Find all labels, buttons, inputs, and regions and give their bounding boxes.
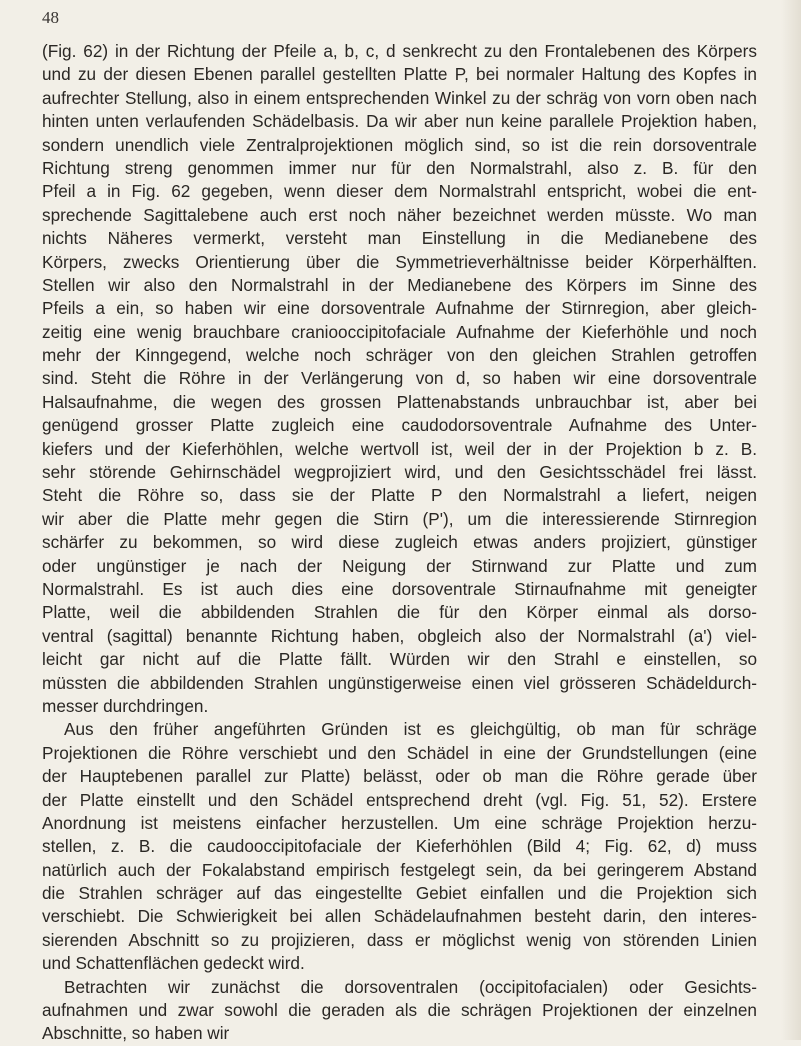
text-line: ventral (sagittal) benannte Richtung haben, obgleich also der Normalstrahl (a') viel- [42,625,757,646]
text-line: Abschnitte, so haben wir [42,1023,230,1044]
text-line: sierenden Abschnitt so zu projizieren, dass er möglichst wenig von störenden Linien [42,929,757,950]
text-line: (Fig. 62) in der Richtung der Pfeile a, b, c, d senkrecht zu den Frontalebenen des Körpers [42,41,757,61]
text-line: aufnahmen und zwar sowohl die geraden als die schrägen Projektionen der einzelnen [42,1000,757,1021]
text-line: sind. Steht die Röhre in der Verlängerung von d, so haben wir eine dorsoventrale [42,368,757,389]
text-line: der Hauptebenen parallel zur Platte) belässt, oder ob man die Röhre gerade über [42,766,757,787]
text-line: hinten unten verlaufenden Schädelbasis. Da wir aber nun keine parallele Projektion haben, [42,111,757,132]
text-line: Steht die Röhre so, dass sie der Platte P den Normalstrahl a liefert, neigen [42,485,757,506]
text-line: nichts Näheres vermerkt, versteht man Einstellung in die Medianebene des [42,228,757,249]
text-line: sondern unendlich viele Zentralprojektionen möglich sind, so ist die rein dorsoventrale [42,134,757,155]
text-line: Halsaufnahme, die wegen des grossen Plattenabstands unbrauchbar ist, aber bei [42,391,757,412]
text-line: Stellen wir also den Normalstrahl in der Medianebene des Körpers im Sinne des [42,274,757,295]
text-line: sehr störende Gehirnschädel wegprojiziert wird, und den Gesichtsschädel frei lässt. [42,462,757,483]
text-line: und zu der diesen Ebenen parallel gestellten Platte P, bei normaler Haltung des Kopfes in [42,64,757,85]
text-line: zeitig eine wenig brauchbare craniooccipitofaciale Aufnahme der Kieferhöhle und noch [42,321,757,342]
text-line: müssten die abbildenden Strahlen ungünstigerweise einen viel grösseren Schädeldurch- [42,672,757,693]
text-line: wir aber die Platte mehr gegen die Stirn (P'), um die interessierende Stirnregion [42,508,757,529]
text-line: Platte, weil die abbildenden Strahlen die für den Körper einmal als dorso- [42,602,757,623]
text-line: mehr der Kinngegend, welche noch schräger von den gleichen Strahlen getroffen [42,345,757,366]
text-line: Projektionen die Röhre verschiebt und den Schädel in eine der Grundstellungen (eine [42,742,757,763]
text-line: Anordnung ist meistens einfacher herzustellen. Um eine schräge Projektion herzu- [42,812,757,833]
text-line: Aus den früher angeführten Gründen ist es gleichgültig, ob man für schräge [64,719,757,740]
text-line: aufrechter Stellung, also in einem entsprechenden Winkel zu der schräg von vorn oben nach [42,87,757,108]
text-line: schärfer zu bekommen, so wird diese zugleich etwas anders projiziert, günstiger [42,532,757,553]
text-line: oder ungünstiger je nach der Neigung der Stirnwand zur Platte und zum [42,555,757,576]
text-line: kiefers und der Kieferhöhlen, welche wertvoll ist, weil der in der Projektion b z. B. [42,438,757,459]
body-text [42,40,757,1046]
text-line: Körpers, zwecks Orientierung über die Symmetrieverhältnisse beider Körperhälften. [42,251,757,272]
text-line: messer durchdringen. [42,695,209,716]
text-line: Normalstrahl. Es ist auch dies eine dorsoventrale Stirnaufnahme mit geneigter [42,578,757,599]
text-line: sprechende Sagittalebene auch erst noch näher bezeichnet werden müsste. Wo man [42,204,757,225]
text-line: Betrachten wir zunächst die dorsoventralen (occipitofacialen) oder Gesichts- [64,976,757,997]
text-line: Pfeils a ein, so haben wir eine dorsoventrale Aufnahme der Stirnregion, aber gleich- [42,298,757,319]
text-line: leicht gar nicht auf die Platte fällt. Würden wir den Strahl e einstellen, so [42,649,757,670]
text-line: Pfeil a in Fig. 62 gegeben, wenn dieser dem Normalstrahl entspricht, wobei die ent- [42,181,757,202]
text-line: stellen, z. B. die caudooccipitofaciale der Kieferhöhlen (Bild 4; Fig. 62, d) muss [42,836,757,857]
text-line: natürlich auch der Fokalabstand empirisch festgelegt sein, da bei geringerem Abstand [42,859,757,880]
text-line: die Strahlen schräger auf das eingestellte Gebiet einfallen und die Projektion sich [42,883,757,904]
text-line: Richtung streng genommen immer nur für den Normalstrahl, also z. B. für den [42,157,757,178]
text-line: und Schattenflächen gedeckt wird. [42,953,305,974]
text-line: genügend grosser Platte zugleich eine caudodorsoventrale Aufnahme des Unter- [42,415,757,436]
scan-edge-shadow [781,0,801,1040]
text-line: der Platte einstellt und den Schädel entsprechend dreht (vgl. Fig. 51, 52). Erstere [42,789,757,810]
text-line: verschiebt. Die Schwierigkeit bei allen Schädelaufnahmen besteht darin, den interes- [42,906,757,927]
page-number: 48 [42,8,59,27]
